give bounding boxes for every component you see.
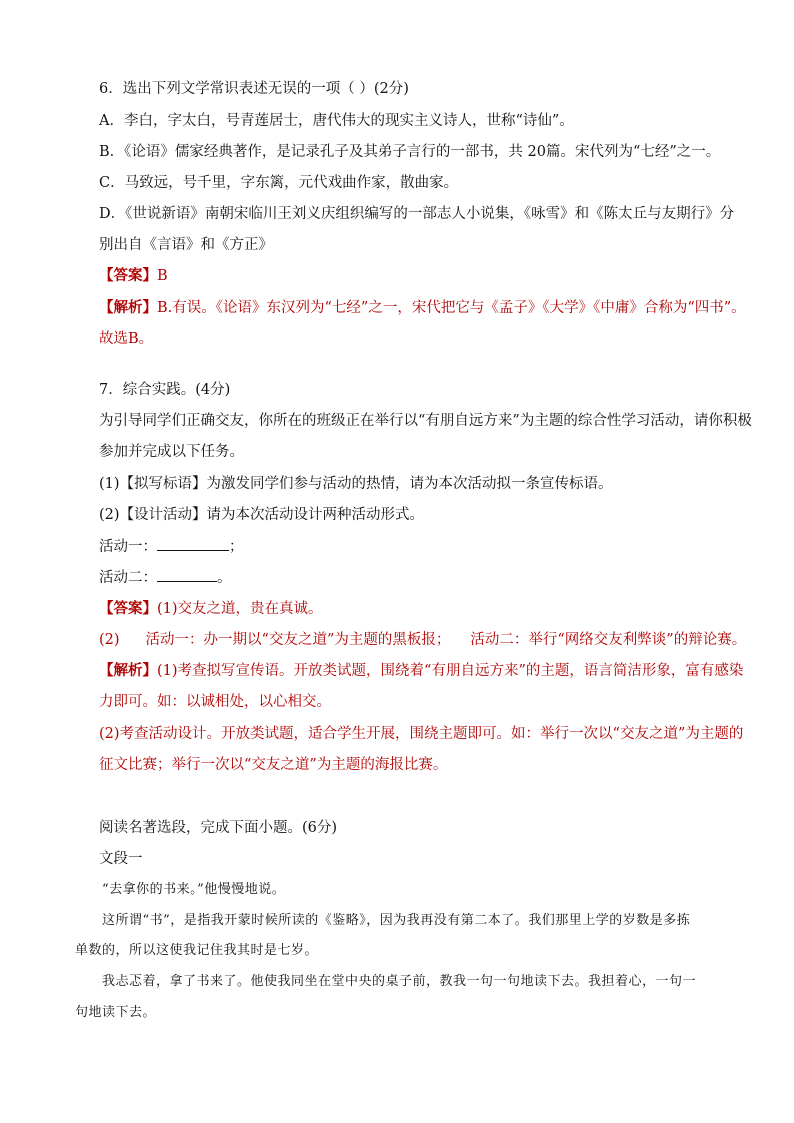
activity2-blank (157, 567, 217, 582)
q7-answer2-num: (2) (99, 632, 120, 648)
q7-activity1-line (99, 536, 244, 557)
q6-answer (99, 266, 168, 286)
q7-stem: 7．综合实践。(4分) (99, 382, 231, 398)
q7-answer2-activity2: 活动二：举行“网络交友利弊谈”的辩论赛。 (470, 632, 747, 648)
reading-paragraph2-line2: 单数的，所以这使我记住我其时是七岁。 (75, 943, 319, 958)
q7-analysis-line4: 征文比赛；举行一次以“交友之道”为主题的海报比赛。 (99, 757, 448, 773)
q6-option-d-line2: 别出自《言语》和《方正》 (99, 237, 273, 253)
analysis-tag: 【解析】 (99, 299, 157, 316)
q6-analysis-line2: 故选B。 (99, 331, 154, 347)
reading-paragraph1: “去拿你的书来。”他慢慢地说。 (102, 882, 286, 897)
activity1-label: 活动一： (99, 539, 157, 555)
q7-intro-line1: 为引导同学们正确交友，你所在的班级正在举行以“有朋自远方来”为主题的综合性学习活动，请你积极 (99, 413, 752, 429)
activity1-end: ； (229, 539, 244, 555)
q7-intro-line2: 参加并完成以下任务。 (99, 444, 244, 460)
q7-analysis-text: (1)考查拟写宣传语。开放类试题，围绕着“有朋自远方来”的主题，语言简洁形象，富有感染 (157, 663, 744, 679)
activity2-end: 。 (217, 570, 232, 586)
reading-stem: 阅读名著选段，完成下面小题。(6分) (99, 820, 338, 836)
q6-stem: 6．选出下列文学常识表述无误的一项（ ）(2分) (99, 81, 409, 97)
q7-analysis-line3: (2)考查活动设计。开放类试题，适合学生开展，围绕主题即可。如：举行一次以“交友之道”为主题的 (99, 726, 744, 742)
reading-paragraph2-line1: 这所谓“书”，是指我开蒙时候所读的《鉴略》，因为我再没有第二本了。我们那里上学的岁数是多拣 (102, 913, 691, 928)
answer-tag: 【答案】 (99, 600, 157, 617)
reading-section-title: 文段一 (99, 851, 143, 867)
q6-option-b: B．《论语》儒家经典著作，是记录孔子及其弟子言行的一部书，共 20篇。宋代列为“七经”之一。 (99, 144, 721, 160)
q7-task2: (2)【设计活动】请为本次活动设计两种活动形式。 (99, 507, 425, 523)
activity1-blank (157, 536, 229, 551)
analysis-tag: 【解析】 (99, 662, 157, 679)
reading-paragraph3-line1: 我忐忑着，拿了书来了。他使我同坐在堂中央的桌子前，教我一句一句地读下去。我担着心，一句一 (102, 974, 697, 989)
q6-option-d-line1: D．《世说新语》南朝宋临川王刘义庆组织编写的一部志人小说集，《咏雪》和《陈太丘与友期行》分 (99, 206, 735, 222)
q7-analysis-line1 (99, 661, 743, 681)
q6-option-c: C．马致远，号千里，字东篱，元代戏曲作家，散曲家。 (99, 175, 459, 191)
answer-tag: 【答案】 (99, 267, 157, 284)
q7-task1: (1)【拟写标语】为激发同学们参与活动的热情，请为本次活动拟一条宣传标语。 (99, 476, 613, 492)
q6-analysis-text: B.有误。《论语》东汉列为“七经”之一，宋代把它与《孟子》《大学》《中庸》合称为“四书”。 (157, 300, 746, 316)
q7-answer1: (1)交友之道，贵在真诚。 (157, 601, 323, 617)
q7-activity2-line (99, 567, 232, 588)
q6-answer-value: B (157, 268, 168, 284)
reading-paragraph3-line2: 句地读下去。 (75, 1005, 157, 1020)
q6-analysis-line1 (99, 298, 746, 318)
activity2-label: 活动二： (99, 570, 157, 586)
q6-option-a: A．李白，字太白，号青莲居士，唐代伟大的现实主义诗人，世称“诗仙”。 (99, 113, 574, 129)
q7-analysis-line2: 力即可。如：以诚相处，以心相交。 (99, 694, 331, 710)
q7-answer-line2 (99, 630, 746, 650)
q7-answer2-activity1: 活动一：办一期以“交友之道”为主题的黑板报； (145, 632, 451, 648)
q7-answer-line1 (99, 599, 323, 619)
